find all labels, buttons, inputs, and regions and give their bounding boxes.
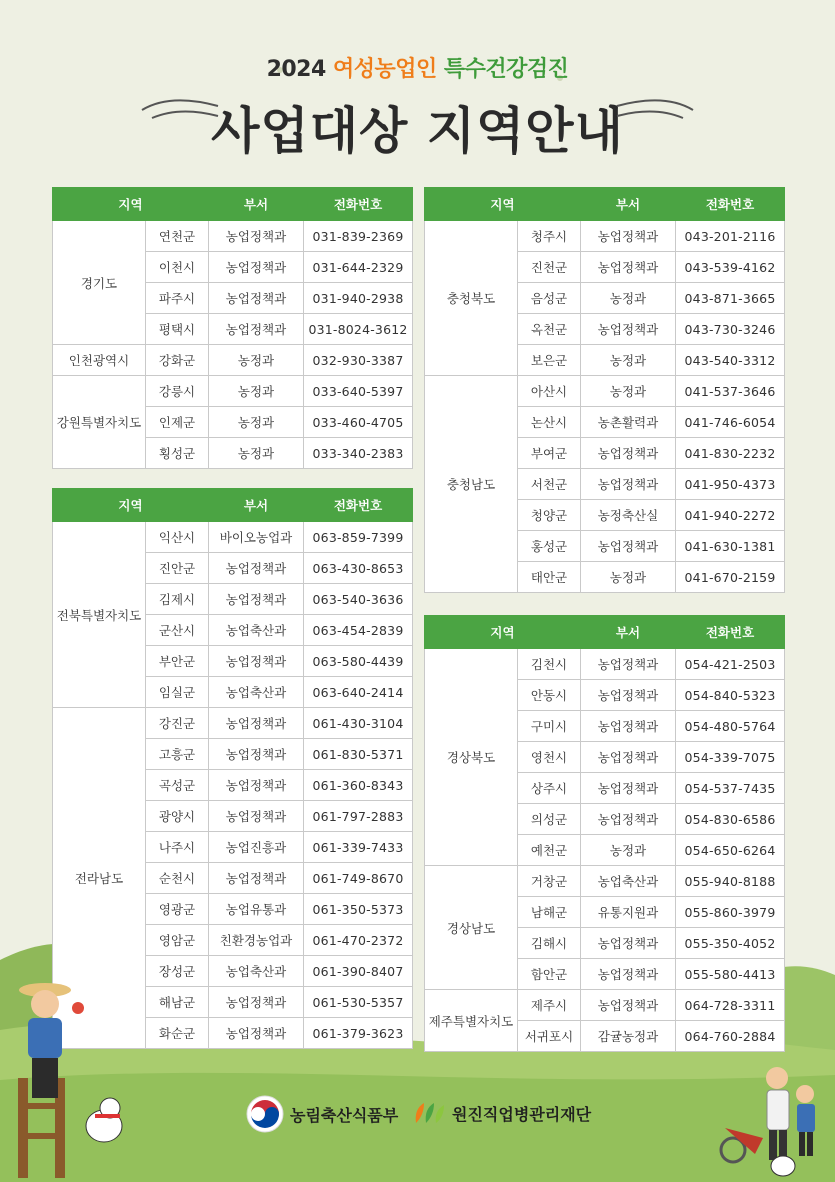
dept-cell: 농업정책과 [581, 773, 676, 804]
city-cell: 광양시 [146, 801, 209, 832]
phone-cell: 063-454-2839 [304, 615, 413, 646]
city-cell: 구미시 [518, 711, 581, 742]
city-cell: 해남군 [146, 987, 209, 1018]
dept-cell: 농업정책과 [209, 584, 304, 615]
dept-cell: 농정과 [209, 407, 304, 438]
column-header-dept: 부서 [581, 616, 676, 649]
city-cell: 의성군 [518, 804, 581, 835]
phone-cell: 061-830-5371 [304, 739, 413, 770]
phone-cell: 061-530-5357 [304, 987, 413, 1018]
dept-cell: 친환경농업과 [209, 925, 304, 956]
year: 2024 [266, 57, 326, 82]
subtitle [0, 52, 835, 83]
phone-cell: 032-930-3387 [304, 345, 413, 376]
dept-cell: 농업축산과 [209, 956, 304, 987]
dept-cell: 농정과 [581, 562, 676, 593]
city-cell: 서귀포시 [518, 1021, 581, 1052]
city-cell: 부여군 [518, 438, 581, 469]
city-cell: 논산시 [518, 407, 581, 438]
phone-cell: 033-460-4705 [304, 407, 413, 438]
phone-cell: 055-860-3979 [676, 897, 785, 928]
dept-cell: 농업정책과 [581, 742, 676, 773]
dept-cell: 농업정책과 [581, 438, 676, 469]
phone-cell: 043-730-3246 [676, 314, 785, 345]
city-cell: 영광군 [146, 894, 209, 925]
dept-cell: 농정과 [209, 438, 304, 469]
city-cell: 예천군 [518, 835, 581, 866]
phone-cell: 041-670-2159 [676, 562, 785, 593]
dept-cell: 농업정책과 [209, 252, 304, 283]
dept-cell: 농업정책과 [209, 708, 304, 739]
dept-cell: 농촌활력과 [581, 407, 676, 438]
dept-cell: 농업정책과 [209, 314, 304, 345]
dept-cell: 농업정책과 [581, 531, 676, 562]
phone-cell: 063-859-7399 [304, 522, 413, 553]
dept-cell: 농업정책과 [581, 711, 676, 742]
table-row [53, 708, 413, 739]
column-header-dept: 부서 [209, 188, 304, 221]
region-cell: 경기도 [53, 221, 146, 345]
region-cell: 제주특별자치도 [425, 990, 518, 1052]
phone-cell: 063-540-3636 [304, 584, 413, 615]
dept-cell: 농업축산과 [209, 615, 304, 646]
city-cell: 함안군 [518, 959, 581, 990]
phone-cell: 041-950-4373 [676, 469, 785, 500]
phone-cell: 055-580-4413 [676, 959, 785, 990]
column-header-phone: 전화번호 [304, 188, 413, 221]
region-cell: 전라남도 [53, 708, 146, 1049]
phone-cell: 055-350-4052 [676, 928, 785, 959]
dept-cell: 농업정책과 [581, 804, 676, 835]
family-illustration [715, 1058, 835, 1182]
dept-cell: 농업정책과 [581, 959, 676, 990]
city-cell: 연천군 [146, 221, 209, 252]
city-cell: 상주시 [518, 773, 581, 804]
table-header-row [425, 616, 785, 649]
region-cell: 강원특별자치도 [53, 376, 146, 469]
column-header-region: 지역 [53, 489, 209, 522]
table-header-row [53, 489, 413, 522]
phone-cell: 061-339-7433 [304, 832, 413, 863]
phone-cell: 041-830-2232 [676, 438, 785, 469]
dept-cell: 감귤농정과 [581, 1021, 676, 1052]
dept-cell: 농업정책과 [581, 314, 676, 345]
city-cell: 보은군 [518, 345, 581, 376]
region-cell: 충청북도 [425, 221, 518, 376]
phone-cell: 041-630-1381 [676, 531, 785, 562]
city-cell: 곡성군 [146, 770, 209, 801]
dept-cell: 농업정책과 [209, 646, 304, 677]
dept-cell: 농업정책과 [581, 469, 676, 500]
region-cell: 경상북도 [425, 649, 518, 866]
subtitle-orange: 여성농업인 [332, 57, 437, 82]
phone-cell: 041-940-2272 [676, 500, 785, 531]
phone-cell: 061-379-3623 [304, 1018, 413, 1049]
column-header-phone: 전화번호 [676, 188, 785, 221]
leaf-logo-icon [412, 1099, 448, 1127]
dept-cell: 농업정책과 [209, 221, 304, 252]
city-cell: 장성군 [146, 956, 209, 987]
phone-cell: 043-539-4162 [676, 252, 785, 283]
city-cell: 영천시 [518, 742, 581, 773]
table-row [53, 522, 413, 553]
swoosh-left-icon [140, 88, 220, 128]
table-row [425, 990, 785, 1021]
phone-cell: 031-940-2938 [304, 283, 413, 314]
phone-cell: 061-470-2372 [304, 925, 413, 956]
column-header-dept: 부서 [581, 188, 676, 221]
phone-cell: 033-340-2383 [304, 438, 413, 469]
city-cell: 홍성군 [518, 531, 581, 562]
phone-cell: 043-871-3665 [676, 283, 785, 314]
city-cell: 김천시 [518, 649, 581, 680]
phone-cell: 063-640-2414 [304, 677, 413, 708]
city-cell: 임실군 [146, 677, 209, 708]
city-cell: 화순군 [146, 1018, 209, 1049]
dept-cell: 농정과 [209, 376, 304, 407]
dept-cell: 농업정책과 [209, 283, 304, 314]
table-row [425, 866, 785, 897]
dept-cell: 유통지원과 [581, 897, 676, 928]
city-cell: 김해시 [518, 928, 581, 959]
region-table-jeonbuk-jeonnam [52, 488, 413, 1049]
dept-cell: 농업정책과 [209, 801, 304, 832]
city-cell: 진안군 [146, 553, 209, 584]
phone-cell: 054-830-6586 [676, 804, 785, 835]
city-cell: 태안군 [518, 562, 581, 593]
city-cell: 안동시 [518, 680, 581, 711]
city-cell: 부안군 [146, 646, 209, 677]
table-row [53, 221, 413, 252]
dept-cell: 농정과 [209, 345, 304, 376]
phone-cell: 031-8024-3612 [304, 314, 413, 345]
city-cell: 청양군 [518, 500, 581, 531]
phone-cell: 043-540-3312 [676, 345, 785, 376]
phone-cell: 043-201-2116 [676, 221, 785, 252]
table-header-row [53, 188, 413, 221]
phone-cell: 064-728-3311 [676, 990, 785, 1021]
city-cell: 청주시 [518, 221, 581, 252]
ministry-name: 농림축산식품부 [290, 1105, 399, 1125]
phone-cell: 031-644-2329 [304, 252, 413, 283]
phone-cell: 064-760-2884 [676, 1021, 785, 1052]
city-cell: 서천군 [518, 469, 581, 500]
city-cell: 아산시 [518, 376, 581, 407]
phone-cell: 054-421-2503 [676, 649, 785, 680]
table-row [425, 649, 785, 680]
phone-cell: 063-430-8653 [304, 553, 413, 584]
city-cell: 남해군 [518, 897, 581, 928]
dept-cell: 농업정책과 [581, 252, 676, 283]
city-cell: 음성군 [518, 283, 581, 314]
dept-cell: 농업정책과 [209, 553, 304, 584]
city-cell: 거창군 [518, 866, 581, 897]
table-row [425, 221, 785, 252]
dept-cell: 농업정책과 [209, 739, 304, 770]
dept-cell: 농업정책과 [209, 1018, 304, 1049]
dept-cell: 농업정책과 [581, 649, 676, 680]
phone-cell: 054-537-7435 [676, 773, 785, 804]
farmer-illustration [0, 978, 140, 1182]
dept-cell: 농업정책과 [581, 221, 676, 252]
city-cell: 옥천군 [518, 314, 581, 345]
region-cell: 경상남도 [425, 866, 518, 990]
city-cell: 고흥군 [146, 739, 209, 770]
dept-cell: 농업축산과 [581, 866, 676, 897]
phone-cell: 033-640-5397 [304, 376, 413, 407]
dept-cell: 농정과 [581, 376, 676, 407]
city-cell: 영암군 [146, 925, 209, 956]
foundation-name: 원진직업병관리재단 [452, 1104, 592, 1124]
table-row [53, 345, 413, 376]
table-header-row [425, 188, 785, 221]
column-header-region: 지역 [425, 616, 581, 649]
city-cell: 인제군 [146, 407, 209, 438]
phone-cell: 054-840-5323 [676, 680, 785, 711]
phone-cell: 061-797-2883 [304, 801, 413, 832]
region-cell: 인천광역시 [53, 345, 146, 376]
subtitle-green: 특수건강검진 [443, 57, 569, 82]
region-cell: 충청남도 [425, 376, 518, 593]
dept-cell: 농업정책과 [581, 990, 676, 1021]
phone-cell: 041-746-6054 [676, 407, 785, 438]
dept-cell: 농업진흥과 [209, 832, 304, 863]
phone-cell: 063-580-4439 [304, 646, 413, 677]
dept-cell: 농업축산과 [209, 677, 304, 708]
foundation-logo [412, 1099, 591, 1127]
phone-cell: 054-480-5764 [676, 711, 785, 742]
city-cell: 순천시 [146, 863, 209, 894]
taegeuk-icon [246, 1095, 284, 1133]
table-row [53, 376, 413, 407]
city-cell: 진천군 [518, 252, 581, 283]
column-header-region: 지역 [53, 188, 209, 221]
dept-cell: 농정과 [581, 345, 676, 376]
dept-cell: 농업정책과 [581, 928, 676, 959]
column-header-phone: 전화번호 [676, 616, 785, 649]
dept-cell: 농정과 [581, 283, 676, 314]
dept-cell: 농업정책과 [581, 680, 676, 711]
dept-cell: 농업정책과 [209, 863, 304, 894]
city-cell: 이천시 [146, 252, 209, 283]
phone-cell: 041-537-3646 [676, 376, 785, 407]
ministry-logo [246, 1095, 398, 1133]
phone-cell: 031-839-2369 [304, 221, 413, 252]
city-cell: 강릉시 [146, 376, 209, 407]
city-cell: 강화군 [146, 345, 209, 376]
city-cell: 나주시 [146, 832, 209, 863]
city-cell: 강진군 [146, 708, 209, 739]
region-cell: 전북특별자치도 [53, 522, 146, 708]
phone-cell: 055-940-8188 [676, 866, 785, 897]
region-table-gyeongsang-jeju [424, 615, 785, 1052]
column-header-dept: 부서 [209, 489, 304, 522]
dept-cell: 농정축산실 [581, 500, 676, 531]
phone-cell: 061-390-8407 [304, 956, 413, 987]
phone-cell: 061-749-8670 [304, 863, 413, 894]
phone-cell: 054-339-7075 [676, 742, 785, 773]
dept-cell: 농업유통과 [209, 894, 304, 925]
city-cell: 평택시 [146, 314, 209, 345]
city-cell: 파주시 [146, 283, 209, 314]
header [0, 52, 835, 163]
dept-cell: 농업정책과 [209, 770, 304, 801]
city-cell: 익산시 [146, 522, 209, 553]
city-cell: 김제시 [146, 584, 209, 615]
dept-cell: 농정과 [581, 835, 676, 866]
phone-cell: 061-350-5373 [304, 894, 413, 925]
region-table-gyeonggi-gangwon [52, 187, 413, 469]
phone-cell: 054-650-6264 [676, 835, 785, 866]
column-header-region: 지역 [425, 188, 581, 221]
swoosh-right-icon [615, 88, 695, 128]
column-header-phone: 전화번호 [304, 489, 413, 522]
phone-cell: 061-430-3104 [304, 708, 413, 739]
dept-cell: 농업정책과 [209, 987, 304, 1018]
phone-cell: 061-360-8343 [304, 770, 413, 801]
region-table-chungcheong [424, 187, 785, 593]
city-cell: 군산시 [146, 615, 209, 646]
dept-cell: 바이오농업과 [209, 522, 304, 553]
page-title: 사업대상 지역안내 [211, 102, 624, 160]
city-cell: 제주시 [518, 990, 581, 1021]
table-row [425, 376, 785, 407]
city-cell: 횡성군 [146, 438, 209, 469]
